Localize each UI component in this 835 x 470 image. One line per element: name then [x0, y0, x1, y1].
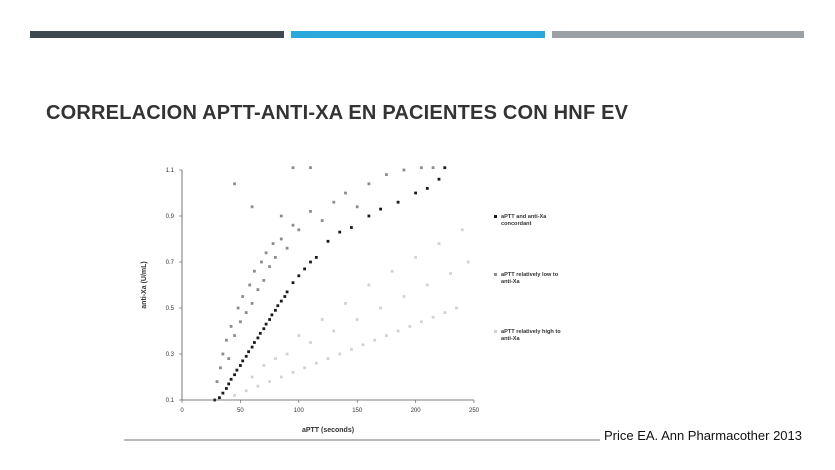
data-point-series-1 — [241, 360, 244, 363]
data-point-series-1 — [262, 327, 265, 330]
data-point-series-2 — [262, 279, 265, 282]
data-point-series-3 — [362, 343, 365, 346]
data-point-series-2 — [292, 224, 295, 227]
data-point-series-1 — [227, 383, 230, 386]
scatter-chart — [122, 130, 600, 448]
data-point-series-2 — [292, 166, 295, 169]
legend-label: aPTT relatively low to anti-Xa — [501, 272, 559, 285]
data-point-series-1 — [397, 201, 400, 204]
data-point-series-3 — [233, 394, 236, 397]
data-point-series-2 — [344, 192, 347, 195]
data-point-series-2 — [248, 284, 251, 287]
data-point-series-2 — [420, 166, 423, 169]
data-point-series-2 — [227, 357, 230, 360]
data-point-series-2 — [219, 366, 222, 369]
data-point-series-3 — [350, 348, 353, 351]
y-axis-label: anti-Xa (U/mL) — [141, 261, 148, 309]
data-point-series-3 — [385, 334, 388, 337]
data-point-series-3 — [379, 307, 382, 310]
data-point-series-1 — [259, 332, 262, 335]
slide-title: CORRELACION APTT-ANTI-XA EN PACIENTES CON HNF EV — [46, 102, 629, 124]
data-point-series-1 — [338, 231, 341, 234]
data-point-series-2 — [286, 247, 289, 250]
data-point-series-1 — [426, 187, 429, 190]
data-point-series-2 — [233, 334, 236, 337]
data-point-series-3 — [292, 371, 295, 374]
data-point-series-2 — [274, 256, 277, 259]
data-point-series-1 — [368, 215, 371, 218]
header-accent-bar-dark — [30, 31, 284, 38]
legend-marker — [494, 330, 497, 333]
data-point-series-2 — [321, 219, 324, 222]
data-point-series-3 — [315, 362, 318, 365]
data-point-series-3 — [449, 272, 452, 275]
header-accent-bar-blue — [291, 31, 545, 38]
data-point-series-1 — [414, 192, 417, 195]
data-point-series-2 — [260, 261, 263, 264]
data-point-series-2 — [280, 215, 283, 218]
data-point-series-1 — [327, 240, 330, 243]
data-point-series-2 — [251, 302, 254, 305]
data-point-series-3 — [338, 353, 341, 356]
data-point-series-1 — [251, 346, 254, 349]
data-point-series-3 — [344, 302, 347, 305]
data-point-series-2 — [332, 201, 335, 204]
data-point-series-1 — [283, 295, 286, 298]
x-tick-label: 0 — [180, 408, 184, 414]
scatter-chart-figure — [122, 130, 600, 448]
x-tick-label: 150 — [352, 408, 363, 414]
data-point-series-3 — [321, 318, 324, 321]
data-point-series-2 — [368, 182, 371, 185]
data-point-series-1 — [315, 256, 318, 259]
data-point-series-2 — [253, 270, 256, 273]
header-accent-bar-gray — [552, 31, 804, 38]
data-point-series-1 — [268, 318, 271, 321]
data-point-series-1 — [297, 274, 300, 277]
data-point-series-1 — [253, 341, 256, 344]
data-point-series-1 — [230, 378, 233, 381]
citation: Price EA. Ann Pharmacother 2013 — [603, 428, 802, 443]
data-point-series-2 — [309, 210, 312, 213]
data-point-series-3 — [332, 330, 335, 333]
data-point-series-3 — [426, 284, 429, 287]
data-point-series-1 — [292, 281, 295, 284]
data-point-series-1 — [274, 309, 277, 312]
data-point-series-2 — [265, 251, 268, 254]
x-tick-label: 200 — [410, 408, 421, 414]
data-point-series-3 — [303, 366, 306, 369]
data-point-series-3 — [432, 316, 435, 319]
data-point-series-3 — [280, 376, 283, 379]
legend-marker — [494, 215, 497, 218]
data-point-series-2 — [309, 166, 312, 169]
data-point-series-2 — [237, 307, 240, 310]
data-point-series-3 — [286, 353, 289, 356]
data-point-series-1 — [443, 166, 446, 169]
data-point-series-3 — [262, 364, 265, 367]
data-point-series-3 — [391, 270, 394, 273]
data-point-series-3 — [327, 357, 330, 360]
data-point-series-1 — [245, 355, 248, 358]
data-point-series-3 — [438, 242, 441, 245]
data-point-series-2 — [245, 311, 248, 314]
data-point-series-2 — [225, 339, 228, 342]
data-point-series-3 — [443, 311, 446, 314]
x-axis-label: aPTT (seconds) — [301, 427, 355, 434]
data-point-series-2 — [385, 173, 388, 176]
legend-marker — [494, 273, 497, 276]
x-tick-label: 50 — [237, 408, 244, 414]
data-point-series-2 — [233, 182, 236, 185]
data-point-series-1 — [438, 178, 441, 181]
data-point-series-3 — [251, 376, 254, 379]
data-point-series-2 — [272, 242, 275, 245]
y-tick-label: 0.9 — [165, 214, 174, 220]
legend-label: aPTT relatively high to anti-Xa — [501, 329, 561, 342]
data-point-series-2 — [222, 353, 225, 356]
data-point-series-1 — [218, 396, 221, 399]
chart-legend — [494, 214, 561, 342]
y-tick-label: 1.1 — [165, 168, 174, 174]
x-tick-label: 250 — [468, 408, 480, 414]
data-point-series-1 — [222, 392, 225, 395]
data-point-series-1 — [350, 226, 353, 229]
data-point-series-1 — [271, 314, 274, 317]
data-point-series-1 — [257, 337, 260, 340]
data-point-series-3 — [461, 228, 464, 231]
data-point-series-3 — [397, 330, 400, 333]
data-point-series-2 — [230, 325, 233, 328]
data-point-series-2 — [280, 238, 283, 241]
data-point-series-3 — [455, 307, 458, 310]
data-point-series-1 — [239, 364, 242, 367]
data-point-series-1 — [225, 387, 228, 390]
data-point-series-2 — [268, 265, 271, 268]
data-point-series-3 — [408, 325, 411, 328]
data-point-series-3 — [245, 389, 248, 392]
data-point-series-3 — [368, 284, 371, 287]
data-point-series-1 — [247, 350, 250, 353]
data-point-series-3 — [403, 295, 406, 298]
data-point-series-2 — [297, 228, 300, 231]
data-point-series-1 — [236, 369, 239, 372]
y-tick-label: 0.7 — [165, 260, 174, 266]
data-point-series-1 — [265, 323, 268, 326]
data-points-layer — [213, 166, 469, 401]
x-tick-label: 100 — [293, 408, 304, 414]
data-point-series-3 — [268, 380, 271, 383]
data-point-series-3 — [274, 357, 277, 360]
data-point-series-3 — [420, 320, 423, 323]
data-point-series-1 — [379, 208, 382, 211]
data-point-series-3 — [373, 339, 376, 342]
data-point-series-2 — [216, 380, 219, 383]
data-point-series-1 — [280, 300, 283, 303]
data-point-series-1 — [233, 373, 236, 376]
data-point-series-1 — [309, 261, 312, 264]
y-tick-label: 0.1 — [165, 398, 174, 404]
data-point-series-2 — [403, 169, 406, 172]
y-tick-label: 0.3 — [165, 352, 174, 358]
data-point-series-1 — [286, 291, 289, 294]
data-point-series-2 — [257, 288, 260, 291]
data-point-series-1 — [276, 304, 279, 307]
data-point-series-3 — [257, 385, 260, 388]
data-point-series-3 — [414, 256, 417, 259]
data-point-series-2 — [239, 320, 242, 323]
legend-label: aPTT and anti-Xa concordant — [501, 214, 547, 227]
data-point-series-3 — [467, 261, 470, 264]
data-point-series-2 — [251, 205, 254, 208]
data-point-series-2 — [432, 166, 435, 169]
axis-ticks-layer — [166, 168, 480, 414]
data-point-series-2 — [356, 205, 359, 208]
data-point-series-3 — [297, 334, 300, 337]
data-point-series-1 — [303, 268, 306, 271]
data-point-series-3 — [309, 341, 312, 344]
y-tick-label: 0.5 — [165, 306, 174, 312]
data-point-series-2 — [241, 295, 244, 298]
data-point-series-3 — [356, 318, 359, 321]
